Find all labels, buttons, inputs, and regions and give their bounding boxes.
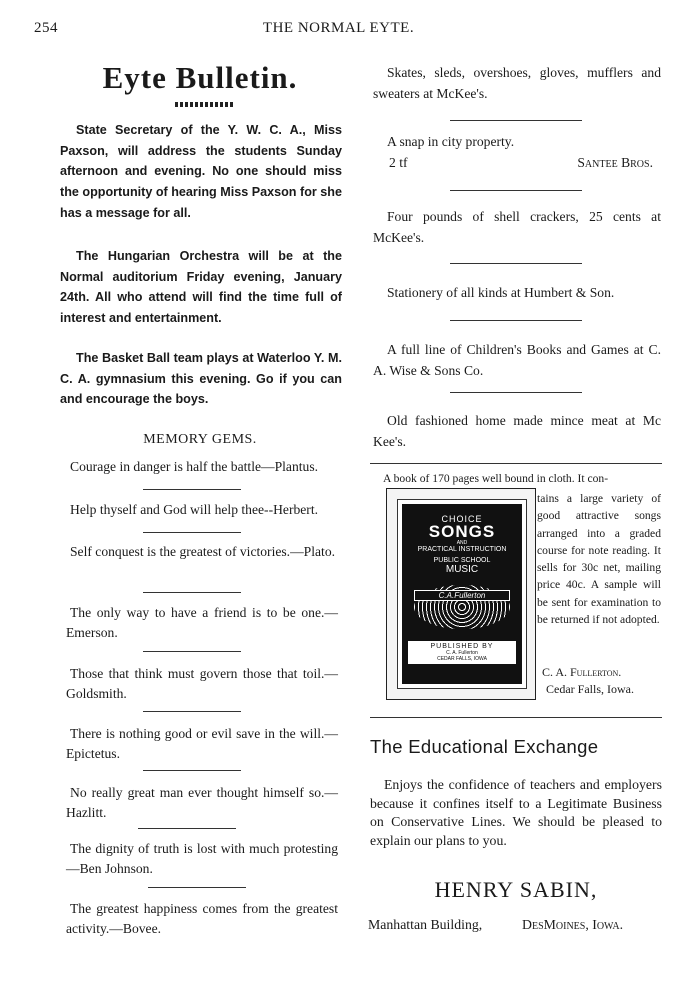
- book-ad-intro: A book of 170 pages well bound in cloth. It con-: [383, 472, 609, 485]
- cover-text: MUSIC: [445, 564, 479, 575]
- notice: Skates, sleds, overshoes, gloves, mufflers and sweaters at McKee's.: [373, 65, 661, 101]
- book-ad-place: Cedar Falls, Iowa.: [546, 682, 634, 696]
- divider: [143, 532, 241, 533]
- cover-text: CEDAR FALLS, IOWA: [437, 656, 487, 662]
- divider: [450, 263, 582, 264]
- ornament-divider: [175, 102, 233, 107]
- cover-text: PRACTICAL INSTRUCTION: [417, 546, 507, 553]
- book-ad-signature: C. A. Fullerton.: [542, 665, 622, 679]
- divider: [138, 828, 236, 829]
- book-ad-body: tains a large variety of good attractive songs arranged into a graded course for note reading. It sells for 30c net, mailing price 40c. A sample will be sent for examination to be returned if not adopted.: [537, 492, 661, 627]
- ornament-swirls: [414, 585, 510, 629]
- divider: [148, 887, 246, 888]
- divider: [143, 711, 241, 712]
- exchange-name: HENRY SABIN,: [434, 877, 598, 902]
- running-title: THE NORMAL EYTE.: [262, 20, 415, 36]
- bulletin-item: State Secretary of the Y. W. C. A., Miss Paxson, will address the students Sunday afternoon and evening. No one should miss the opportunity of hearing Miss Paxson for she has a message for all.: [60, 123, 342, 220]
- memory-gems-heading: MEMORY GEMS.: [143, 432, 257, 447]
- divider: [143, 592, 241, 593]
- page-number: 254: [34, 20, 58, 36]
- cover-author: C.A.Fullerton: [414, 590, 510, 601]
- notice: Old fashioned home made mince meat at Mc Kee's.: [373, 413, 661, 449]
- memory-gem: The dignity of truth is lost with much protesting—Ben Johnson.: [66, 841, 338, 876]
- notice: A full line of Children's Books and Games at C. A. Wise & Sons Co.: [373, 342, 661, 378]
- book-cover-illustration: [386, 488, 536, 700]
- exchange-body: Enjoys the confidence of teachers and employers because it confines itself to a Legitimate Business on Conservative Lines. We should be pleased to explain our plans to you.: [370, 777, 662, 848]
- notice: A snap in city property. 2 tf Santee Bros.: [373, 132, 661, 173]
- notice: Four pounds of shell crackers, 25 cents at McKee's.: [373, 209, 661, 245]
- memory-gem: The only way to have a friend is to be one.—Emerson.: [66, 605, 338, 640]
- cover-text: CHOICE: [441, 514, 483, 524]
- memory-gem: Help thyself and God will help thee--Herbert.: [70, 502, 319, 517]
- cover-text: PUBLISHED BY: [430, 643, 494, 650]
- divider: [143, 489, 241, 490]
- bulletin-item: The Hungarian Orchestra will be at the Normal auditorium Friday evening, January 24th. All who attend will find the time full of interest and entertainment.: [60, 249, 342, 326]
- bulletin-title: Eyte Bulletin.: [102, 60, 298, 95]
- divider: [450, 120, 582, 121]
- divider: [370, 463, 662, 464]
- memory-gem: Courage in danger is half the battle—Plantus.: [70, 459, 319, 474]
- exchange-title: The Educational Exchange: [370, 736, 599, 757]
- cover-text: AND: [456, 540, 468, 546]
- notice: Stationery of all kinds at Humbert & Son.: [387, 285, 615, 300]
- notice-code: 2 tf: [389, 154, 408, 170]
- exchange-city: DesMoines, Iowa.: [522, 917, 624, 932]
- memory-gem: No really great man ever thought himself so.—Hazlitt.: [66, 785, 338, 820]
- divider: [450, 190, 582, 191]
- divider: [143, 770, 241, 771]
- divider: [370, 717, 662, 718]
- divider: [450, 392, 582, 393]
- divider: [143, 651, 241, 652]
- cover-publisher-banner: [408, 641, 516, 664]
- divider: [450, 320, 582, 321]
- memory-gem: Those that think must govern those that toil.—Goldsmith.: [66, 666, 338, 701]
- memory-gem: There is nothing good or evil save in the will.—Epictetus.: [66, 726, 338, 761]
- cover-text: C. A. Fullerton: [446, 650, 478, 656]
- bulletin-item: The Basket Ball team plays at Waterloo Y. M. C. A. gymnasium this evening. Go if you can and encourage the boys.: [60, 351, 342, 407]
- cover-text: PUBLIC SCHOOL: [433, 557, 491, 564]
- memory-gem: Self conquest is the greatest of victories.—Plato.: [70, 544, 336, 559]
- cover-text: SONGS: [428, 522, 496, 541]
- notice-signature: Santee Bros.: [577, 154, 653, 170]
- memory-gem: The greatest happiness comes from the greatest activity.—Bovee.: [66, 901, 338, 936]
- exchange-address: Manhattan Building,: [368, 917, 483, 932]
